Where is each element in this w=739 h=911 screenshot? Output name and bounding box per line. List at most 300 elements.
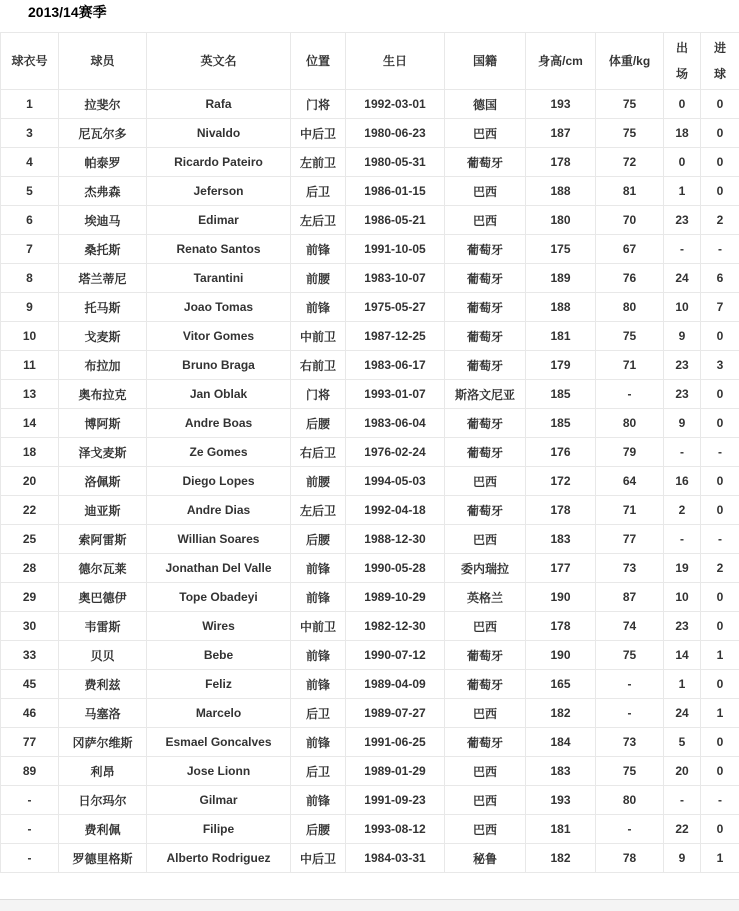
table-cell: - — [664, 786, 701, 815]
table-row — [1, 264, 739, 293]
table-cell: 28 — [1, 554, 59, 583]
table-row — [1, 699, 739, 728]
table-cell: 79 — [596, 438, 664, 467]
table-cell: 1983-10-07 — [346, 264, 445, 293]
table-cell: 9 — [664, 409, 701, 438]
table-cell: 176 — [526, 438, 596, 467]
table-cell: 巴西 — [445, 757, 526, 786]
table-cell: - — [596, 699, 664, 728]
table-cell: 1991-09-23 — [346, 786, 445, 815]
table-cell: 175 — [526, 235, 596, 264]
table-cell: 172 — [526, 467, 596, 496]
table-cell: 0 — [701, 119, 739, 148]
table-cell: 77 — [1, 728, 59, 757]
table-cell: 1990-05-28 — [346, 554, 445, 583]
table-cell: 20 — [664, 757, 701, 786]
table-cell: 0 — [701, 409, 739, 438]
table-cell: Tarantini — [147, 264, 291, 293]
table-cell: 塔兰蒂尼 — [59, 264, 147, 293]
table-cell: 1 — [664, 670, 701, 699]
table-cell: 76 — [596, 264, 664, 293]
table-cell: Jeferson — [147, 177, 291, 206]
table-cell: Bruno Braga — [147, 351, 291, 380]
table-cell: 1 — [1, 90, 59, 119]
table-cell: 73 — [596, 728, 664, 757]
table-cell: 葡萄牙 — [445, 322, 526, 351]
table-cell: 前腰 — [291, 467, 346, 496]
table-cell: 1986-01-15 — [346, 177, 445, 206]
table-cell: 10 — [664, 293, 701, 322]
table-cell: 葡萄牙 — [445, 409, 526, 438]
table-cell: 洛佩斯 — [59, 467, 147, 496]
table-cell: 费利佩 — [59, 815, 147, 844]
table-cell: Bebe — [147, 641, 291, 670]
table-row — [1, 554, 739, 583]
column-header-height: 身高/cm — [526, 33, 596, 90]
table-cell: 0 — [701, 380, 739, 409]
table-cell: 奥巴德伊 — [59, 583, 147, 612]
table-cell: 181 — [526, 815, 596, 844]
table-cell: 委内瑞拉 — [445, 554, 526, 583]
table-cell: 75 — [596, 757, 664, 786]
table-cell: 165 — [526, 670, 596, 699]
table-row — [1, 438, 739, 467]
table-cell: 1980-06-23 — [346, 119, 445, 148]
table-cell: Willian Soares — [147, 525, 291, 554]
table-cell: 秘鲁 — [445, 844, 526, 873]
table-cell: 20 — [1, 467, 59, 496]
table-row — [1, 119, 739, 148]
table-cell: 14 — [1, 409, 59, 438]
table-row — [1, 148, 739, 177]
column-header-birthday: 生日 — [346, 33, 445, 90]
table-cell: 22 — [1, 496, 59, 525]
table-cell: 77 — [596, 525, 664, 554]
column-header-weight: 体重/kg — [596, 33, 664, 90]
table-cell: Ricardo Pateiro — [147, 148, 291, 177]
table-cell: 78 — [596, 844, 664, 873]
table-cell: 87 — [596, 583, 664, 612]
table-cell: 0 — [701, 148, 739, 177]
table-cell: - — [596, 380, 664, 409]
table-cell: 韦雷斯 — [59, 612, 147, 641]
table-cell: 1 — [701, 641, 739, 670]
footer-section-divider — [0, 899, 739, 911]
column-header-nationality: 国籍 — [445, 33, 526, 90]
table-cell: 1991-10-05 — [346, 235, 445, 264]
table-row — [1, 641, 739, 670]
table-cell: 帕泰罗 — [59, 148, 147, 177]
table-cell: 0 — [664, 148, 701, 177]
table-row — [1, 467, 739, 496]
table-cell: 杰弗森 — [59, 177, 147, 206]
table-cell: 1983-06-17 — [346, 351, 445, 380]
table-cell: 178 — [526, 612, 596, 641]
table-cell: 9 — [664, 322, 701, 351]
table-row — [1, 409, 739, 438]
table-cell: 0 — [701, 467, 739, 496]
table-cell: 7 — [1, 235, 59, 264]
table-cell: 葡萄牙 — [445, 293, 526, 322]
table-cell: 180 — [526, 206, 596, 235]
table-cell: 右后卫 — [291, 438, 346, 467]
table-cell: 24 — [664, 264, 701, 293]
table-cell: Andre Dias — [147, 496, 291, 525]
table-cell: - — [664, 438, 701, 467]
table-cell: 0 — [664, 90, 701, 119]
table-row — [1, 177, 739, 206]
table-row — [1, 583, 739, 612]
table-cell: 183 — [526, 757, 596, 786]
table-cell: 1975-05-27 — [346, 293, 445, 322]
table-cell: 1976-02-24 — [346, 438, 445, 467]
table-cell: 1980-05-31 — [346, 148, 445, 177]
table-cell: 中前卫 — [291, 612, 346, 641]
table-cell: 1992-04-18 — [346, 496, 445, 525]
table-cell: Wires — [147, 612, 291, 641]
table-cell: 6 — [1, 206, 59, 235]
table-cell: Diego Lopes — [147, 467, 291, 496]
table-cell: 费利兹 — [59, 670, 147, 699]
table-cell: 9 — [664, 844, 701, 873]
roster-table — [0, 32, 739, 873]
table-cell: 10 — [1, 322, 59, 351]
table-cell: 1993-08-12 — [346, 815, 445, 844]
column-header-player: 球员 — [59, 33, 147, 90]
table-cell: 桑托斯 — [59, 235, 147, 264]
table-cell: 巴西 — [445, 612, 526, 641]
table-cell: 0 — [701, 728, 739, 757]
column-header-english-name: 英文名 — [147, 33, 291, 90]
table-cell: 72 — [596, 148, 664, 177]
table-cell: 25 — [1, 525, 59, 554]
table-cell: 1994-05-03 — [346, 467, 445, 496]
table-cell: 8 — [1, 264, 59, 293]
table-cell: 埃迪马 — [59, 206, 147, 235]
table-cell: 后腰 — [291, 409, 346, 438]
table-cell: 巴西 — [445, 467, 526, 496]
table-cell: - — [701, 786, 739, 815]
table-cell: 10 — [664, 583, 701, 612]
table-cell: 190 — [526, 583, 596, 612]
table-cell: 0 — [701, 496, 739, 525]
column-header-goals: 进球 — [701, 33, 739, 90]
table-cell: 拉斐尔 — [59, 90, 147, 119]
column-header-appearances: 出场 — [664, 33, 701, 90]
table-cell: 30 — [1, 612, 59, 641]
table-row — [1, 496, 739, 525]
table-cell: 19 — [664, 554, 701, 583]
table-row — [1, 206, 739, 235]
table-cell: - — [664, 525, 701, 554]
table-cell: 178 — [526, 496, 596, 525]
table-cell: 巴西 — [445, 815, 526, 844]
table-cell: 前腰 — [291, 264, 346, 293]
table-cell: 189 — [526, 264, 596, 293]
table-row — [1, 235, 739, 264]
table-cell: 5 — [1, 177, 59, 206]
table-row — [1, 525, 739, 554]
table-cell: 0 — [701, 322, 739, 351]
table-cell: - — [664, 235, 701, 264]
table-header-row — [1, 33, 739, 90]
table-cell: Alberto Rodriguez — [147, 844, 291, 873]
table-cell: 81 — [596, 177, 664, 206]
table-cell: 0 — [701, 612, 739, 641]
table-cell: 193 — [526, 786, 596, 815]
table-cell: 1990-07-12 — [346, 641, 445, 670]
table-cell: 后腰 — [291, 815, 346, 844]
table-cell: 后卫 — [291, 177, 346, 206]
table-cell: 2 — [701, 554, 739, 583]
table-cell: 冈萨尔维斯 — [59, 728, 147, 757]
table-cell: 布拉加 — [59, 351, 147, 380]
table-cell: 葡萄牙 — [445, 670, 526, 699]
table-cell: 3 — [1, 119, 59, 148]
table-cell: 11 — [1, 351, 59, 380]
table-cell: 23 — [664, 351, 701, 380]
table-row — [1, 322, 739, 351]
table-cell: 后卫 — [291, 699, 346, 728]
table-cell: Jonathan Del Valle — [147, 554, 291, 583]
table-cell: Rafa — [147, 90, 291, 119]
table-cell: 右前卫 — [291, 351, 346, 380]
table-cell: 索阿雷斯 — [59, 525, 147, 554]
table-cell: 184 — [526, 728, 596, 757]
table-cell: 1 — [701, 699, 739, 728]
table-cell: 前锋 — [291, 728, 346, 757]
table-cell: 3 — [701, 351, 739, 380]
table-row — [1, 293, 739, 322]
table-cell: 7 — [701, 293, 739, 322]
table-cell: 英格兰 — [445, 583, 526, 612]
table-row — [1, 670, 739, 699]
table-cell: Jose Lionn — [147, 757, 291, 786]
table-cell: 2 — [701, 206, 739, 235]
table-cell: 67 — [596, 235, 664, 264]
table-cell: 73 — [596, 554, 664, 583]
table-cell: 奥布拉克 — [59, 380, 147, 409]
table-cell: 24 — [664, 699, 701, 728]
table-cell: 0 — [701, 583, 739, 612]
table-cell: 前锋 — [291, 293, 346, 322]
table-cell: 巴西 — [445, 119, 526, 148]
table-row — [1, 757, 739, 786]
table-cell: 戈麦斯 — [59, 322, 147, 351]
table-cell: 80 — [596, 786, 664, 815]
table-cell: 罗德里格斯 — [59, 844, 147, 873]
table-cell: 13 — [1, 380, 59, 409]
table-cell: 188 — [526, 177, 596, 206]
table-cell: 177 — [526, 554, 596, 583]
table-cell: 葡萄牙 — [445, 641, 526, 670]
table-row — [1, 612, 739, 641]
table-cell: 179 — [526, 351, 596, 380]
table-cell: 门将 — [291, 90, 346, 119]
table-cell: 23 — [664, 612, 701, 641]
table-cell: 葡萄牙 — [445, 148, 526, 177]
table-cell: 193 — [526, 90, 596, 119]
table-cell: 75 — [596, 119, 664, 148]
table-cell: 0 — [701, 670, 739, 699]
table-cell: - — [1, 815, 59, 844]
table-cell: 18 — [664, 119, 701, 148]
table-row — [1, 844, 739, 873]
table-cell: 1992-03-01 — [346, 90, 445, 119]
table-cell: 2 — [664, 496, 701, 525]
column-header-position: 位置 — [291, 33, 346, 90]
table-cell: 马塞洛 — [59, 699, 147, 728]
table-cell: Feliz — [147, 670, 291, 699]
table-cell: 75 — [596, 322, 664, 351]
table-cell: Esmael Goncalves — [147, 728, 291, 757]
table-cell: - — [701, 438, 739, 467]
table-cell: 利昂 — [59, 757, 147, 786]
table-row — [1, 351, 739, 380]
table-cell: 前锋 — [291, 786, 346, 815]
table-cell: 巴西 — [445, 177, 526, 206]
table-cell: 75 — [596, 90, 664, 119]
table-cell: 187 — [526, 119, 596, 148]
table-cell: 后腰 — [291, 525, 346, 554]
table-cell: 70 — [596, 206, 664, 235]
column-header-jersey-number: 球衣号 — [1, 33, 59, 90]
table-cell: 0 — [701, 757, 739, 786]
table-cell: 1988-12-30 — [346, 525, 445, 554]
table-cell: 16 — [664, 467, 701, 496]
table-cell: 葡萄牙 — [445, 264, 526, 293]
table-cell: 6 — [701, 264, 739, 293]
table-cell: 1983-06-04 — [346, 409, 445, 438]
table-cell: 1993-01-07 — [346, 380, 445, 409]
table-cell: 182 — [526, 844, 596, 873]
table-cell: 左后卫 — [291, 206, 346, 235]
table-cell: 1989-07-27 — [346, 699, 445, 728]
table-cell: 4 — [1, 148, 59, 177]
table-cell: Andre Boas — [147, 409, 291, 438]
table-cell: 博阿斯 — [59, 409, 147, 438]
table-cell: Renato Santos — [147, 235, 291, 264]
table-row — [1, 786, 739, 815]
table-cell: 0 — [701, 815, 739, 844]
table-cell: 1984-03-31 — [346, 844, 445, 873]
table-cell: 183 — [526, 525, 596, 554]
table-cell: 德国 — [445, 90, 526, 119]
table-cell: 左前卫 — [291, 148, 346, 177]
table-cell: 33 — [1, 641, 59, 670]
table-cell: 80 — [596, 293, 664, 322]
table-cell: 前锋 — [291, 583, 346, 612]
table-row — [1, 728, 739, 757]
table-cell: 巴西 — [445, 525, 526, 554]
table-cell: 18 — [1, 438, 59, 467]
table-cell: 23 — [664, 380, 701, 409]
table-cell: 89 — [1, 757, 59, 786]
table-cell: 葡萄牙 — [445, 235, 526, 264]
table-cell: 葡萄牙 — [445, 351, 526, 380]
table-cell: Jan Oblak — [147, 380, 291, 409]
table-cell: 中后卫 — [291, 844, 346, 873]
table-cell: 80 — [596, 409, 664, 438]
table-cell: 后卫 — [291, 757, 346, 786]
table-cell: - — [596, 815, 664, 844]
table-cell: 178 — [526, 148, 596, 177]
table-cell: 前锋 — [291, 641, 346, 670]
table-cell: Ze Gomes — [147, 438, 291, 467]
table-row — [1, 815, 739, 844]
table-cell: Joao Tomas — [147, 293, 291, 322]
table-cell: 斯洛文尼亚 — [445, 380, 526, 409]
table-cell: 托马斯 — [59, 293, 147, 322]
table-row — [1, 90, 739, 119]
table-cell: - — [1, 786, 59, 815]
table-cell: 1 — [701, 844, 739, 873]
table-cell: 5 — [664, 728, 701, 757]
table-cell: 23 — [664, 206, 701, 235]
table-cell: 泽戈麦斯 — [59, 438, 147, 467]
table-cell: 迪亚斯 — [59, 496, 147, 525]
table-cell: Edimar — [147, 206, 291, 235]
table-cell: Vitor Gomes — [147, 322, 291, 351]
table-cell: 74 — [596, 612, 664, 641]
table-cell: 46 — [1, 699, 59, 728]
table-cell: 1982-12-30 — [346, 612, 445, 641]
table-cell: - — [596, 670, 664, 699]
table-cell: 0 — [701, 90, 739, 119]
table-cell: Nivaldo — [147, 119, 291, 148]
table-cell: 左后卫 — [291, 496, 346, 525]
table-cell: - — [701, 235, 739, 264]
table-cell: - — [701, 525, 739, 554]
table-cell: 190 — [526, 641, 596, 670]
table-cell: Gilmar — [147, 786, 291, 815]
table-cell: 1991-06-25 — [346, 728, 445, 757]
table-cell: 9 — [1, 293, 59, 322]
table-cell: 葡萄牙 — [445, 438, 526, 467]
table-cell: Marcelo — [147, 699, 291, 728]
table-cell: 1 — [664, 177, 701, 206]
table-cell: 巴西 — [445, 699, 526, 728]
table-cell: Tope Obadeyi — [147, 583, 291, 612]
table-cell: 22 — [664, 815, 701, 844]
table-cell: 尼瓦尔多 — [59, 119, 147, 148]
table-body — [1, 90, 739, 873]
table-cell: 1989-01-29 — [346, 757, 445, 786]
table-cell: - — [1, 844, 59, 873]
table-cell: 71 — [596, 351, 664, 380]
table-cell: 75 — [596, 641, 664, 670]
table-cell: 188 — [526, 293, 596, 322]
table-cell: 1989-04-09 — [346, 670, 445, 699]
table-cell: 1986-05-21 — [346, 206, 445, 235]
table-cell: 德尔瓦莱 — [59, 554, 147, 583]
table-cell: 前锋 — [291, 554, 346, 583]
table-cell: 中后卫 — [291, 119, 346, 148]
table-cell: 45 — [1, 670, 59, 699]
table-cell: 门将 — [291, 380, 346, 409]
table-cell: 葡萄牙 — [445, 728, 526, 757]
table-cell: 日尔玛尔 — [59, 786, 147, 815]
table-cell: 71 — [596, 496, 664, 525]
table-cell: 185 — [526, 409, 596, 438]
table-cell: 29 — [1, 583, 59, 612]
table-cell: Filipe — [147, 815, 291, 844]
table-cell: 181 — [526, 322, 596, 351]
table-cell: 葡萄牙 — [445, 496, 526, 525]
table-cell: 64 — [596, 467, 664, 496]
table-row — [1, 380, 739, 409]
table-cell: 1989-10-29 — [346, 583, 445, 612]
